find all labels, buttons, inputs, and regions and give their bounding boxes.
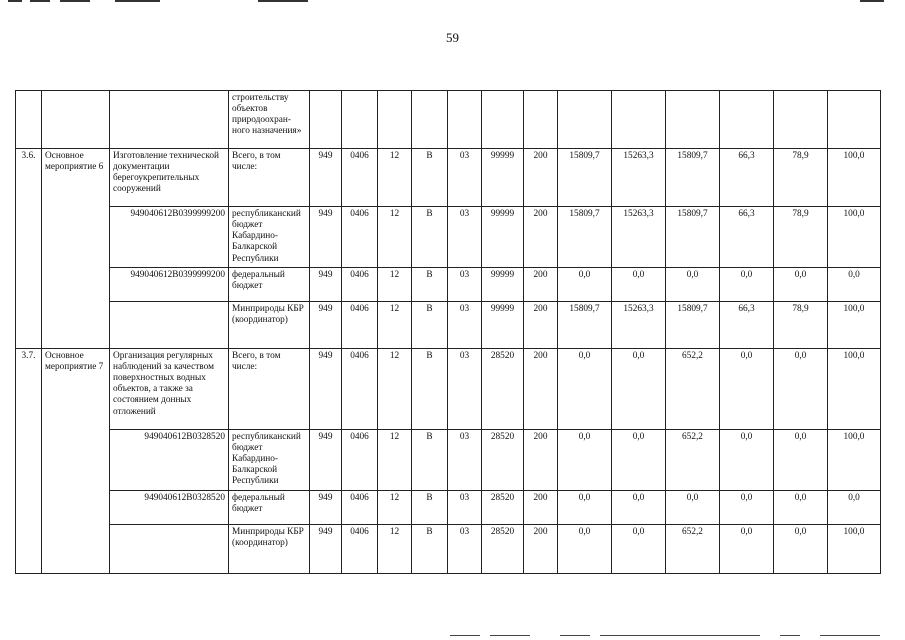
value-cell <box>612 91 666 149</box>
measure-desc-cell: Организация регулярных наблюдений за качеством поверхностных водных объектов, а также за состоянием донных отложений <box>110 348 229 429</box>
amount-cell: 652,2 <box>666 348 720 429</box>
funding-source-cell: федеральный бюджет <box>229 490 310 524</box>
program-cell: 12 <box>378 429 412 490</box>
scan-dots <box>15 70 880 74</box>
amount-cell: 0,0 <box>612 490 666 524</box>
program-cell: 12 <box>378 524 412 573</box>
rzpr-cell: 0406 <box>342 348 378 429</box>
measure-name-cell: Основное мероприятие 6 <box>42 149 110 349</box>
percent-cell: 100,0 <box>828 524 881 573</box>
program-cell: 12 <box>378 490 412 524</box>
direction-cell: 28520 <box>482 429 524 490</box>
amount-cell: 0,0 <box>612 524 666 573</box>
measure-desc-cell <box>110 91 229 149</box>
direction-cell: 99999 <box>482 207 524 268</box>
amount-cell: 15809,7 <box>666 207 720 268</box>
percent-cell: 66,3 <box>720 207 774 268</box>
amount-cell: 0,0 <box>666 267 720 301</box>
direction-cell: 28520 <box>482 490 524 524</box>
subprogram-cell: В <box>412 301 448 348</box>
direction-cell: 99999 <box>482 149 524 207</box>
percent-cell: 78,9 <box>774 149 828 207</box>
amount-cell: 0,0 <box>558 348 612 429</box>
budget-code-cell: 949040612В0399999200 <box>110 207 229 268</box>
subprogram-cell: В <box>412 348 448 429</box>
amount-cell: 0,0 <box>612 348 666 429</box>
value-cell <box>482 91 524 149</box>
percent-cell: 78,9 <box>774 301 828 348</box>
table-row <box>16 524 881 573</box>
grbs-cell: 949 <box>310 301 342 348</box>
amount-cell: 0,0 <box>558 490 612 524</box>
direction-cell: 99999 <box>482 267 524 301</box>
grbs-cell: 949 <box>310 149 342 207</box>
measure-name-cell: Основное мероприятие 7 <box>42 348 110 573</box>
vr-cell: 200 <box>524 267 558 301</box>
rzpr-cell: 0406 <box>342 207 378 268</box>
program-cell: 12 <box>378 267 412 301</box>
amount-cell: 15809,7 <box>666 301 720 348</box>
top-scan-artifacts <box>0 0 905 4</box>
percent-cell: 0,0 <box>720 429 774 490</box>
table-row <box>16 348 881 429</box>
subprogram-cell: В <box>412 207 448 268</box>
subprogram-cell: В <box>412 490 448 524</box>
funding-source-cell: республиканский бюджет Кабардино-Балкарской Республики <box>229 207 310 268</box>
percent-cell: 100,0 <box>828 429 881 490</box>
budget-code-cell: 949040612В0399999200 <box>110 267 229 301</box>
value-cell <box>448 91 482 149</box>
rzpr-cell: 0406 <box>342 267 378 301</box>
amount-cell: 15809,7 <box>558 301 612 348</box>
page-number: 59 <box>446 30 459 45</box>
percent-cell: 66,3 <box>720 149 774 207</box>
percent-cell: 66,3 <box>720 301 774 348</box>
amount-cell: 15263,3 <box>612 301 666 348</box>
subprogram-cell: В <box>412 267 448 301</box>
amount-cell: 652,2 <box>666 524 720 573</box>
budget-code-cell <box>110 301 229 348</box>
rzpr-cell: 0406 <box>342 429 378 490</box>
grbs-cell: 949 <box>310 524 342 573</box>
percent-cell: 0,0 <box>828 490 881 524</box>
amount-cell: 0,0 <box>612 267 666 301</box>
amount-cell: 15809,7 <box>666 149 720 207</box>
program-cell: 12 <box>378 207 412 268</box>
funding-source-cell: Всего, в том числе: <box>229 149 310 207</box>
value-cell <box>524 91 558 149</box>
budget-code-cell: 949040612В0328520 <box>110 490 229 524</box>
percent-cell: 0,0 <box>720 267 774 301</box>
grbs-cell: 949 <box>310 429 342 490</box>
measure-code-cell: 03 <box>448 267 482 301</box>
percent-cell: 78,9 <box>774 207 828 268</box>
amount-cell: 652,2 <box>666 429 720 490</box>
budget-code-cell: 949040612В0328520 <box>110 429 229 490</box>
grbs-cell: 949 <box>310 348 342 429</box>
percent-cell: 0,0 <box>720 490 774 524</box>
subprogram-cell: В <box>412 524 448 573</box>
amount-cell: 0,0 <box>558 267 612 301</box>
rzpr-cell: 0406 <box>342 149 378 207</box>
value-cell <box>310 91 342 149</box>
amount-cell: 15809,7 <box>558 149 612 207</box>
grbs-cell: 949 <box>310 207 342 268</box>
amount-cell: 0,0 <box>558 429 612 490</box>
table-row <box>16 301 881 348</box>
value-cell <box>412 91 448 149</box>
table-row <box>16 267 881 301</box>
grbs-cell: 949 <box>310 490 342 524</box>
amount-cell: 0,0 <box>612 429 666 490</box>
table-row <box>16 490 881 524</box>
vr-cell: 200 <box>524 429 558 490</box>
funding-source-cell: Минприроды КБР (координатор) <box>229 301 310 348</box>
amount-cell: 15263,3 <box>612 207 666 268</box>
measure-code-cell: 03 <box>448 429 482 490</box>
funding-source-cell: республиканский бюджет Кабардино-Балкарской Республики <box>229 429 310 490</box>
rzpr-cell: 0406 <box>342 490 378 524</box>
percent-cell: 100,0 <box>828 149 881 207</box>
rzpr-cell: 0406 <box>342 524 378 573</box>
funding-source-cell: федеральный бюджет <box>229 267 310 301</box>
rzpr-cell: 0406 <box>342 301 378 348</box>
percent-cell: 100,0 <box>828 301 881 348</box>
row-number-cell: 3.7. <box>16 348 42 573</box>
vr-cell: 200 <box>524 149 558 207</box>
percent-cell: 0,0 <box>720 348 774 429</box>
value-cell <box>378 91 412 149</box>
measure-code-cell: 03 <box>448 149 482 207</box>
percent-cell: 0,0 <box>774 267 828 301</box>
value-cell <box>774 91 828 149</box>
bottom-scan-artifacts <box>0 633 905 639</box>
program-cell: 12 <box>378 301 412 348</box>
vr-cell: 200 <box>524 348 558 429</box>
program-table <box>15 90 881 574</box>
percent-cell: 0,0 <box>828 267 881 301</box>
program-cell: 12 <box>378 149 412 207</box>
amount-cell: 15263,3 <box>612 149 666 207</box>
program-cell: 12 <box>378 348 412 429</box>
value-cell <box>666 91 720 149</box>
table-row <box>16 149 881 207</box>
measure-code-cell: 03 <box>448 348 482 429</box>
measure-desc-cell: Изготовление технической документации берегоукрепительных сооружений <box>110 149 229 207</box>
amount-cell: 0,0 <box>558 524 612 573</box>
vr-cell: 200 <box>524 490 558 524</box>
table-row <box>16 207 881 268</box>
percent-cell: 100,0 <box>828 207 881 268</box>
value-cell <box>558 91 612 149</box>
measure-code-cell: 03 <box>448 301 482 348</box>
measure-code-cell: 03 <box>448 524 482 573</box>
table-row <box>16 429 881 490</box>
value-cell <box>720 91 774 149</box>
table-row <box>16 91 881 149</box>
subprogram-cell: В <box>412 149 448 207</box>
subprogram-cell: В <box>412 429 448 490</box>
value-cell <box>342 91 378 149</box>
percent-cell: 0,0 <box>774 429 828 490</box>
measure-name-cell <box>42 91 110 149</box>
amount-cell: 15809,7 <box>558 207 612 268</box>
percent-cell: 0,0 <box>774 348 828 429</box>
grbs-cell: 949 <box>310 267 342 301</box>
percent-cell: 0,0 <box>720 524 774 573</box>
row-number-cell <box>16 91 42 149</box>
percent-cell: 100,0 <box>828 348 881 429</box>
percent-cell: 0,0 <box>774 490 828 524</box>
vr-cell: 200 <box>524 524 558 573</box>
funding-source-cell: Минприроды КБР (координатор) <box>229 524 310 573</box>
amount-cell: 0,0 <box>666 490 720 524</box>
vr-cell: 200 <box>524 301 558 348</box>
direction-cell: 99999 <box>482 301 524 348</box>
row-number-cell: 3.6. <box>16 149 42 349</box>
budget-code-cell <box>110 524 229 573</box>
direction-cell: 28520 <box>482 348 524 429</box>
measure-code-cell: 03 <box>448 207 482 268</box>
funding-source-cell: Всего, в том числе: <box>229 348 310 429</box>
funding-source-cell: строительству объектов природоохран-ного назначения» <box>229 91 310 149</box>
value-cell <box>828 91 881 149</box>
vr-cell: 200 <box>524 207 558 268</box>
measure-code-cell: 03 <box>448 490 482 524</box>
percent-cell: 0,0 <box>774 524 828 573</box>
direction-cell: 28520 <box>482 524 524 573</box>
